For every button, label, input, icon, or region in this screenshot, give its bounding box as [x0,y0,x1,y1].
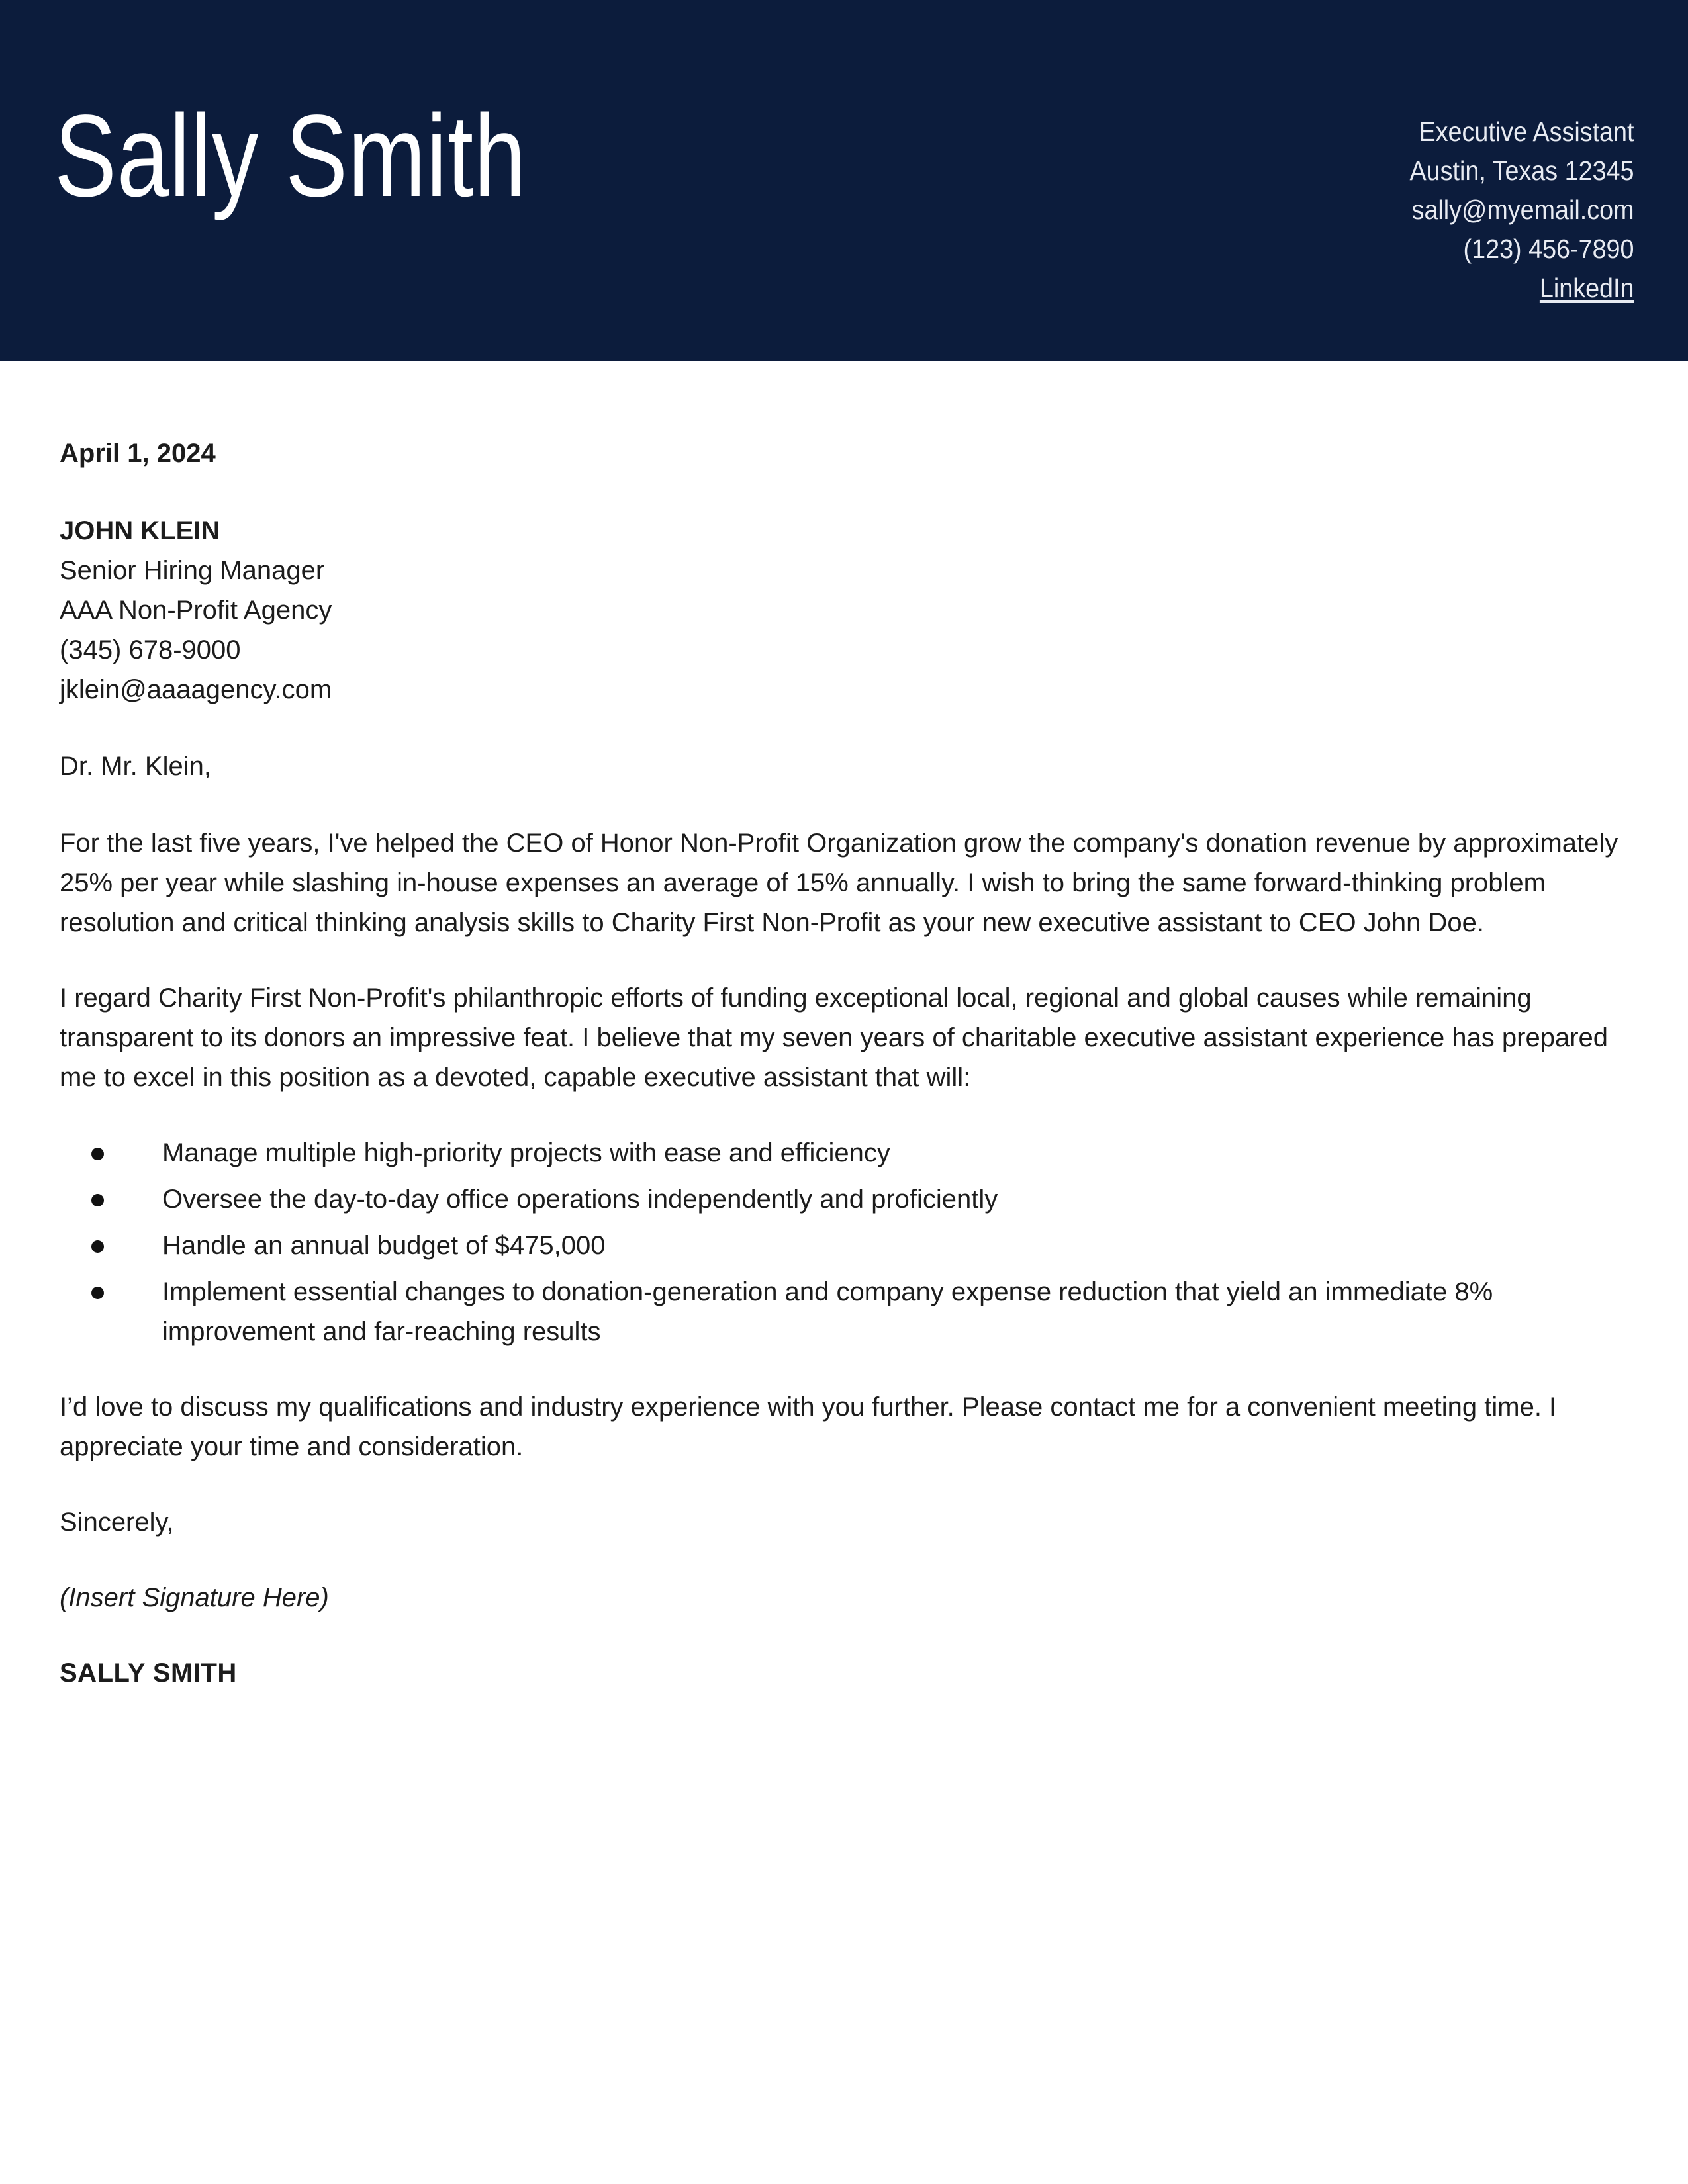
body-paragraph-1: For the last five years, I've helped the CEO of Honor Non-Profit Organization grow the company's donation revenue by approximately 25% per year while slashing in-house expenses an average of 15% annually. I wish to bring the same forward-thinking problem resolution and critical thinking analysis skills to Charity First Non-Profit as your new executive assistant to CEO John Doe. [60,829,1618,937]
closing-paragraph: I’d love to discuss my qualifications and industry experience with you further. Please contact me for a convenient meeting time. I appreciate your time and consideration. [60,1392,1557,1461]
recipient-company: AAA Non-Profit Agency [60,596,332,625]
name-block [54,91,644,221]
recipient-title: Senior Hiring Manager [60,556,325,585]
contact-email[interactable]: sally@myemail.com [1411,195,1634,226]
contact-location: Austin, Texas 12345 [1409,156,1634,187]
contact-job-title: Executive Assistant [1419,116,1634,147]
recipient-phone: (345) 678-9000 [60,635,241,664]
signer-name: SALLY SMITH [60,1659,237,1688]
list-item-label: Oversee the day-to-day office operations independently and proficiently [162,1185,998,1214]
list-item-label: Implement essential changes to donation-generation and company expense reduction that yield an immediate 8% improvement and far-reaching results [162,1277,1493,1346]
letter-body [60,433,1618,1693]
bullet-icon [91,1287,104,1299]
contact-linkedin-wrapper [1409,269,1634,308]
list-item-label: Manage multiple high-priority projects with ease and efficiency [162,1138,890,1167]
recipient-block [60,511,1618,709]
list-item-label: Handle an annual budget of $475,000 [162,1231,606,1260]
contact-phone: (123) 456-7890 [1463,234,1634,265]
page-title: Sally Smith [54,91,527,221]
qualification-list [60,1133,1618,1351]
bullet-icon [91,1240,104,1253]
letterhead-header [0,0,1688,361]
list-item [60,1272,1618,1351]
bullet-icon [91,1148,104,1160]
contact-details [1390,113,1634,308]
recipient-name: JOHN KLEIN [60,516,220,545]
body-paragraph-2: I regard Charity First Non-Profit's philanthropic efforts of funding exceptional local, regional and global causes while remaining transparent to its donors an impressive feat. I believe that my seven years of charitable executive assistant experience has prepared me to excel in this position as a devoted, capable executive assistant that will: [60,983,1609,1092]
recipient-email: jklein@aaaagency.com [60,675,332,704]
list-item [60,1179,1618,1219]
signature-placeholder: (Insert Signature Here) [60,1583,329,1612]
linkedin-link[interactable]: LinkedIn [1539,273,1634,304]
salutation: Dr. Mr. Klein, [60,752,211,781]
list-item [60,1133,1618,1173]
bullet-icon [91,1194,104,1206]
list-item [60,1226,1618,1265]
sign-off: Sincerely, [60,1508,174,1537]
letter-date: April 1, 2024 [60,439,216,468]
